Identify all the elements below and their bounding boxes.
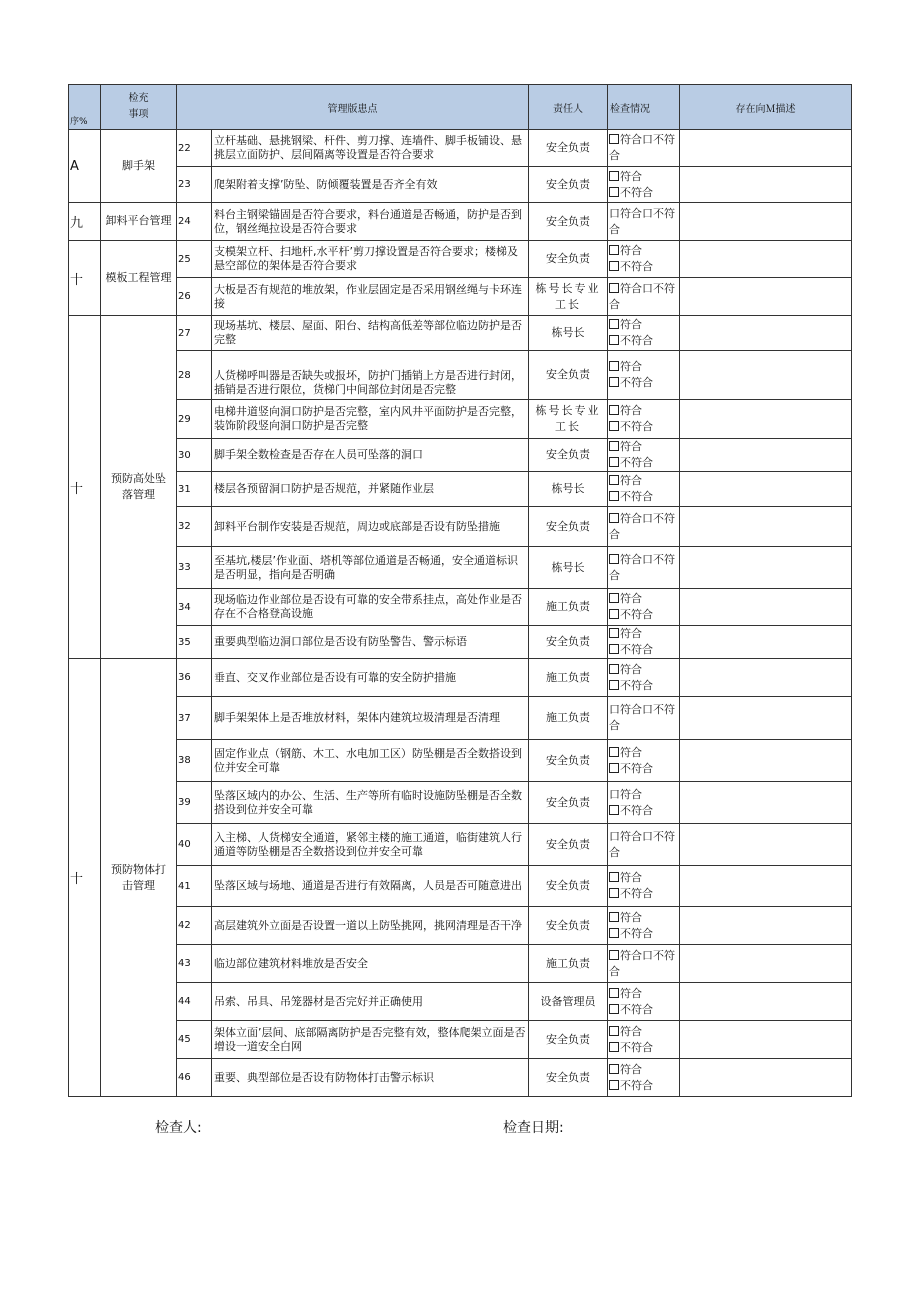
table-row: [69, 507, 852, 547]
row-status[interactable]: 口符合口不符合: [608, 697, 680, 740]
checkbox-icon[interactable]: [609, 171, 619, 181]
inspector-label: 检查人:: [155, 1120, 202, 1136]
row-status[interactable]: 符合口不符合: [608, 507, 680, 547]
table-row: [69, 439, 852, 472]
row-number: 43: [177, 945, 212, 983]
section-category-text: 预防高处坠落管理: [111, 472, 166, 501]
checkbox-icon[interactable]: [609, 1004, 619, 1014]
checkbox-icon[interactable]: [609, 872, 619, 882]
section-category: [101, 659, 177, 1097]
row-number: 39: [177, 782, 212, 824]
checkbox-icon[interactable]: [609, 763, 619, 773]
section-category: 模板工程管理: [101, 241, 177, 316]
table-row: [69, 589, 852, 626]
header-seq: 序%: [69, 85, 101, 130]
row-number: 38: [177, 740, 212, 782]
row-description[interactable]: [680, 945, 852, 983]
row-item: 重要典型临边洞口部位是否设有防坠警告、警示标语: [212, 626, 529, 659]
row-number: 31: [177, 472, 212, 507]
row-responsible: 安全负责: [529, 241, 608, 278]
header-row: [69, 85, 852, 130]
checkbox-icon[interactable]: [609, 335, 619, 345]
row-description[interactable]: [680, 400, 852, 439]
checkbox-icon[interactable]: [609, 1026, 619, 1036]
checkbox-icon[interactable]: [609, 421, 619, 431]
row-status[interactable]: 符合 不符合: [608, 659, 680, 697]
row-description[interactable]: [680, 130, 852, 167]
section-category-text: 预防物体打击管理: [111, 862, 166, 892]
checkbox-icon[interactable]: [609, 491, 619, 501]
checkbox-icon[interactable]: [609, 644, 619, 654]
row-responsible: 安全负责: [529, 740, 608, 782]
table-row: [69, 945, 852, 983]
table-row: [69, 782, 852, 824]
row-responsible: 栋号长专业工长: [529, 278, 608, 316]
table-body: [69, 130, 852, 1097]
checkbox-icon[interactable]: [609, 1042, 619, 1052]
row-description[interactable]: [680, 626, 852, 659]
row-item: 支模架立杆、扫地杆,水平杆’剪刀撑设置是否符合要求；楼梯及悬空部位的架体是否符合要求: [212, 241, 529, 278]
table-row: [69, 167, 852, 203]
row-item: 坠落区域与场地、通道是否进行有效隔离，人员是否可随意进出: [212, 866, 529, 907]
row-number: 29: [177, 400, 212, 439]
checkbox-icon[interactable]: [609, 134, 619, 144]
table-row: [69, 824, 852, 866]
row-status[interactable]: 符合 不符合: [608, 167, 680, 203]
checkbox-icon[interactable]: [609, 628, 619, 638]
section-seq: 十: [69, 316, 101, 659]
row-number: 46: [177, 1059, 212, 1097]
row-description[interactable]: [680, 472, 852, 507]
checkbox-icon[interactable]: [609, 609, 619, 619]
checkbox-icon[interactable]: [609, 377, 619, 387]
row-description[interactable]: [680, 167, 852, 203]
row-status[interactable]: 符合 不符合: [608, 589, 680, 626]
table-row: [69, 697, 852, 740]
row-number: 24: [177, 203, 212, 241]
section-seq: 九: [69, 203, 101, 241]
row-responsible: 施工负责: [529, 697, 608, 740]
row-responsible: 栋号长专业工长: [529, 400, 608, 439]
header-points: 管理版患点: [177, 85, 529, 130]
checkbox-icon[interactable]: [609, 805, 619, 815]
checkbox-icon[interactable]: [609, 664, 619, 674]
row-item: 高层建筑外立面是否设置一道以上防坠挑网，挑网清理是否干净: [212, 907, 529, 945]
header-category: [101, 85, 177, 130]
row-item: 至基坑,楼层’作业面、塔机等部位通道是否畅通，安全通道标识是否明显，指向是否明确: [212, 547, 529, 589]
row-number: 26: [177, 278, 212, 316]
checkbox-icon[interactable]: [609, 912, 619, 922]
checkbox-icon[interactable]: [609, 988, 619, 998]
row-responsible: 安全负责: [529, 782, 608, 824]
checkbox-icon[interactable]: [609, 513, 619, 523]
row-responsible: 安全负责: [529, 1021, 608, 1059]
row-item: 卸料平台制作安装是否规范，周边或底部是否设有防坠措施: [212, 507, 529, 547]
row-item: 垂直、交叉作业部位是否设有可靠的安全防护措施: [212, 659, 529, 697]
checkbox-icon[interactable]: [609, 283, 619, 293]
section-seq: A: [69, 130, 101, 203]
checkbox-icon[interactable]: [609, 457, 619, 467]
row-status[interactable]: 符合 不符合: [608, 241, 680, 278]
row-description[interactable]: [680, 740, 852, 782]
table-row: [69, 278, 852, 316]
row-responsible: 安全负责: [529, 439, 608, 472]
checkbox-icon[interactable]: [609, 950, 619, 960]
checkbox-icon[interactable]: [609, 187, 619, 197]
row-status[interactable]: 符合 不符合: [608, 866, 680, 907]
row-number: 33: [177, 547, 212, 589]
row-number: 34: [177, 589, 212, 626]
row-item: 立杆基础、悬挑钢梁、杆件、剪刀撑、连墙件、脚手板铺设、悬挑层立面防护、层间隔离等设置是否符合要求: [212, 130, 529, 167]
checkbox-icon[interactable]: [609, 261, 619, 271]
row-number: 44: [177, 983, 212, 1021]
table-row: [69, 1059, 852, 1097]
checkbox-icon[interactable]: [609, 405, 619, 415]
table-row: [69, 983, 852, 1021]
header-category-text: 检充 事项: [128, 93, 149, 120]
row-responsible: 安全负责: [529, 866, 608, 907]
row-status[interactable]: 符合口不符合: [608, 945, 680, 983]
row-description[interactable]: [680, 439, 852, 472]
checkbox-icon[interactable]: [609, 475, 619, 485]
row-status[interactable]: 口符合口不符合: [608, 824, 680, 866]
row-number: 28: [177, 351, 212, 400]
row-item: 架体立面’层间、底部隔离防护是否完整有效，整体爬架立面是否增设一道安全白网: [212, 1021, 529, 1059]
checkbox-icon[interactable]: [609, 593, 619, 603]
checkbox-icon[interactable]: [609, 361, 619, 371]
checkbox-icon[interactable]: [609, 554, 619, 564]
row-description[interactable]: [680, 241, 852, 278]
row-item: 楼层各预留洞口防护是否规范，并紧随作业层: [212, 472, 529, 507]
row-status[interactable]: 口符合 不符合: [608, 782, 680, 824]
table-row: [69, 866, 852, 907]
row-number: 45: [177, 1021, 212, 1059]
table-row: [69, 740, 852, 782]
row-status[interactable]: 符合 不符合: [608, 983, 680, 1021]
section-category: 卸料平台管理: [101, 203, 177, 241]
header-status: 检查情况: [608, 85, 680, 130]
row-responsible: 安全负责: [529, 626, 608, 659]
row-item: 人货梯呼叫器是否缺失或报坏，防护门插销上方是否进行封闭，插销是否进行限位，货梯门中间部位封闭是否完整: [212, 351, 529, 400]
row-item: 重要、典型部位是否设有防物体打击警示标识: [212, 1059, 529, 1097]
table-row: [69, 203, 852, 241]
row-number: 41: [177, 866, 212, 907]
row-description[interactable]: [680, 1059, 852, 1097]
table-row: [69, 907, 852, 945]
checkbox-icon[interactable]: [609, 928, 619, 938]
row-item: 脚手架全数检查是否存在人员可坠落的洞口: [212, 439, 529, 472]
row-item: 现场基坑、楼层、屋面、阳台、结构高低差等部位临边防护是否完整: [212, 316, 529, 351]
row-status[interactable]: 符合 不符合: [608, 472, 680, 507]
row-description[interactable]: [680, 782, 852, 824]
row-item: 现场临边作业部位是否设有可靠的安全带系挂点，高处作业是否存在不合格登高设施: [212, 589, 529, 626]
row-description[interactable]: [680, 203, 852, 241]
row-number: 36: [177, 659, 212, 697]
row-status[interactable]: 符合口不符合: [608, 278, 680, 316]
row-number: 40: [177, 824, 212, 866]
table-row: [69, 626, 852, 659]
table-row: [69, 241, 852, 278]
row-responsible: 栋号长: [529, 472, 608, 507]
row-description[interactable]: [680, 351, 852, 400]
row-number: 30: [177, 439, 212, 472]
row-item: 电梯井道竖向洞口防护是否完整，室内风井平面防护是否完整，装饰阶段竖向洞口防护是否完整: [212, 400, 529, 439]
table-row: [69, 1021, 852, 1059]
section-category: [101, 316, 177, 659]
table-row: [69, 130, 852, 167]
header-responsible: 责任人: [529, 85, 608, 130]
table-row: [69, 472, 852, 507]
row-description[interactable]: [680, 589, 852, 626]
row-responsible: 安全负责: [529, 203, 608, 241]
table-row: [69, 659, 852, 697]
row-status[interactable]: 口符合口不符合: [608, 203, 680, 241]
row-status[interactable]: 符合 不符合: [608, 351, 680, 400]
row-responsible: 施工负责: [529, 589, 608, 626]
row-responsible: 施工负责: [529, 659, 608, 697]
row-description[interactable]: [680, 547, 852, 589]
row-item: 入主梯、人货梯安全通道，紧邻主楼的施工通道，临街建筑人行通道等防坠棚是否全数搭设到位并安全可靠: [212, 824, 529, 866]
row-description[interactable]: [680, 1021, 852, 1059]
table-row: [69, 351, 852, 400]
row-number: 37: [177, 697, 212, 740]
row-item: 临边部位建筑材料堆放是否安全: [212, 945, 529, 983]
row-status[interactable]: 符合 不符合: [608, 740, 680, 782]
row-item: 吊索、吊具、吊笼器材是否完好并正确使用: [212, 983, 529, 1021]
row-item: 脚手架架体上是否堆放材料，架体内建筑垃圾清理是否清理: [212, 697, 529, 740]
row-status[interactable]: 符合 不符合: [608, 316, 680, 351]
row-responsible: 安全负责: [529, 824, 608, 866]
section-category: 脚手架: [101, 130, 177, 203]
row-description[interactable]: [680, 507, 852, 547]
checkbox-icon[interactable]: [609, 441, 619, 451]
checkbox-icon[interactable]: [609, 888, 619, 898]
checkbox-icon[interactable]: [609, 1080, 619, 1090]
inspection-table: [68, 84, 852, 1097]
row-responsible: 栋号长: [529, 316, 608, 351]
row-status[interactable]: 符合 不符合: [608, 400, 680, 439]
table-row: [69, 547, 852, 589]
row-number: 22: [177, 130, 212, 167]
header-description: 存在向Ｍ描述: [680, 85, 852, 130]
row-status[interactable]: 符合 不符合: [608, 1059, 680, 1097]
row-item: 爬架附着支撑’防坠、防倾覆装置是否齐全有效: [212, 167, 529, 203]
row-number: 35: [177, 626, 212, 659]
row-description[interactable]: [680, 907, 852, 945]
row-number: 42: [177, 907, 212, 945]
row-description[interactable]: [680, 278, 852, 316]
row-number: 27: [177, 316, 212, 351]
row-item: 固定作业点（钢筋、木工、水电加工区）防坠棚是否全数搭设到位并安全可靠: [212, 740, 529, 782]
row-responsible: 安全负责: [529, 130, 608, 167]
row-item: 大板是否有规范的堆放架，作业层固定是否采用钢丝绳与卡环连接: [212, 278, 529, 316]
checkbox-icon[interactable]: [609, 245, 619, 255]
row-status[interactable]: 符合口不符合: [608, 130, 680, 167]
row-description[interactable]: [680, 316, 852, 351]
row-number: 25: [177, 241, 212, 278]
row-status[interactable]: 符合 不符合: [608, 439, 680, 472]
row-number: 23: [177, 167, 212, 203]
row-item: 料台主钢梁锚固是否符合要求，料台通道是否畅通，防护是否到位，钢丝绳拉设是否符合要求: [212, 203, 529, 241]
row-responsible: 安全负责: [529, 351, 608, 400]
row-responsible: 设备管理员: [529, 983, 608, 1021]
row-status[interactable]: 符合 不符合: [608, 907, 680, 945]
row-item: 坠落区域内的办公、生活、生产等所有临时设施防坠棚是否全数搭设到位并安全可靠: [212, 782, 529, 824]
row-responsible: 安全负责: [529, 167, 608, 203]
section-seq: 十: [69, 659, 101, 1097]
table-row: [69, 400, 852, 439]
row-description[interactable]: [680, 824, 852, 866]
row-description[interactable]: [680, 866, 852, 907]
checkbox-icon[interactable]: [609, 680, 619, 690]
table-row: [69, 316, 852, 351]
row-number: 32: [177, 507, 212, 547]
row-responsible: 安全负责: [529, 1059, 608, 1097]
row-status[interactable]: 符合口不符合: [608, 547, 680, 589]
row-description[interactable]: [680, 697, 852, 740]
row-responsible: 安全负责: [529, 907, 608, 945]
checkbox-icon[interactable]: [609, 1064, 619, 1074]
section-seq: 十: [69, 241, 101, 316]
row-status[interactable]: 符合 不符合: [608, 1021, 680, 1059]
inspection-date-label: 检查日期:: [503, 1120, 564, 1136]
row-status[interactable]: 符合 不符合: [608, 626, 680, 659]
row-responsible: 安全负责: [529, 507, 608, 547]
row-description[interactable]: [680, 659, 852, 697]
row-responsible: 栋号长: [529, 547, 608, 589]
row-responsible: 施工负责: [529, 945, 608, 983]
checkbox-icon[interactable]: [609, 319, 619, 329]
row-description[interactable]: [680, 983, 852, 1021]
checkbox-icon[interactable]: [609, 747, 619, 757]
